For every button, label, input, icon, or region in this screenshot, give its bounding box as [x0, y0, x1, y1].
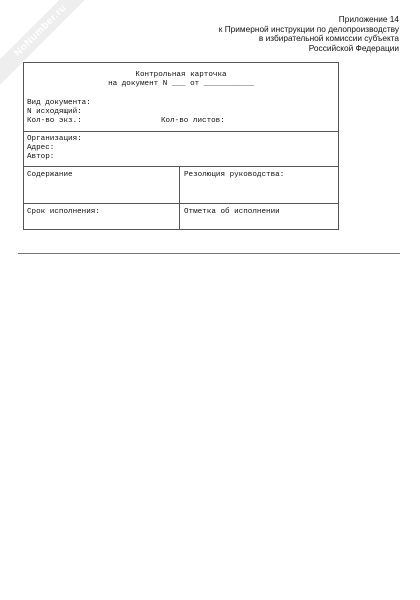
content-label: Содержание	[27, 171, 73, 179]
resolution-label: Резолюция руководства:	[184, 171, 285, 179]
doc-type-label: Вид документа:	[27, 99, 91, 107]
organization-label: Организация:	[27, 135, 82, 143]
appendix-line: Приложение 14	[338, 14, 399, 24]
control-card	[23, 62, 339, 230]
outgoing-number-label: N исходящий:	[27, 108, 82, 116]
address-label: Адрес:	[27, 144, 55, 152]
watermark-ribbon: NoNumber.ru	[0, 0, 100, 90]
appendix-line: к Примерной инструкции по делопроизводству	[218, 23, 399, 34]
sheets-label: Кол-во листов:	[161, 117, 225, 125]
author-label: Автор:	[27, 153, 55, 161]
page-divider	[18, 253, 400, 254]
card-divider	[24, 131, 338, 132]
execution-note-label: Отметка об исполнении	[184, 208, 280, 216]
card-divider	[24, 166, 338, 167]
card-title: Контрольная карточка	[135, 71, 227, 79]
card-divider	[24, 203, 338, 204]
appendix-line: Российской Федерации	[308, 42, 399, 53]
appendix-line: в избирательной комиссии субъекта	[258, 33, 399, 44]
deadline-label: Срок исполнения:	[27, 208, 100, 216]
appendix-header	[159, 15, 399, 53]
copies-label: Кол-во экз.:	[27, 117, 82, 125]
card-column-divider	[179, 166, 180, 230]
card-subtitle: на документ N ___ от ___________	[108, 80, 254, 88]
